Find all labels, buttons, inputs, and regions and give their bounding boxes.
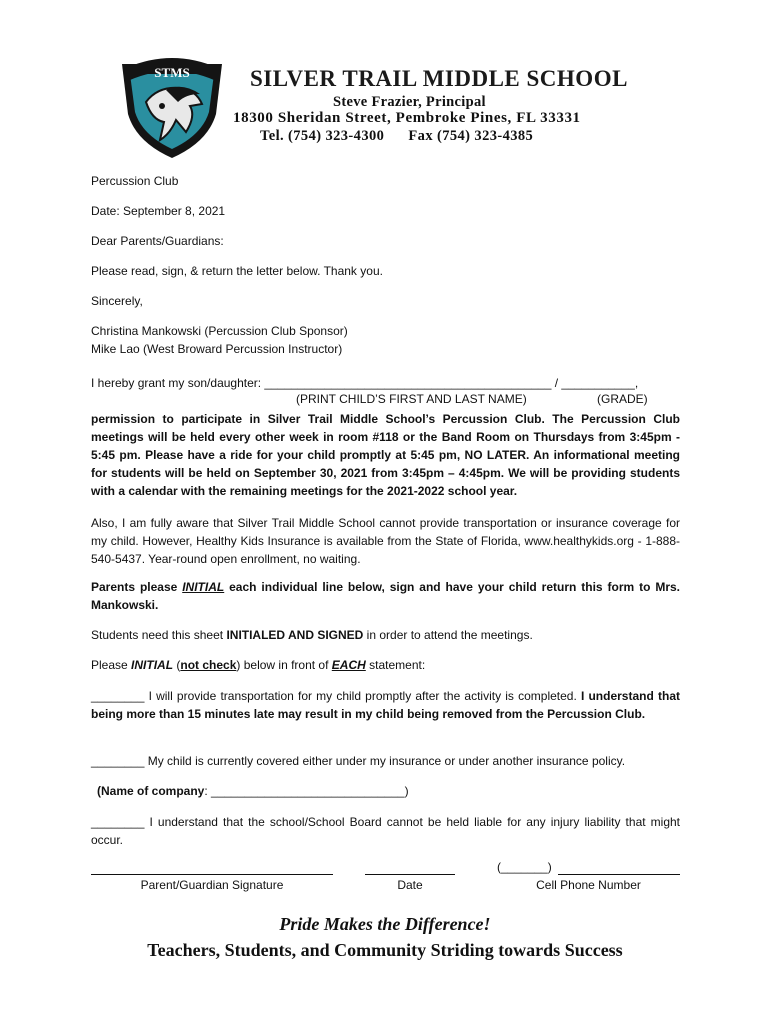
school-name: SILVER TRAIL MIDDLE SCHOOL: [250, 66, 628, 91]
date-caption: Date: [397, 878, 423, 892]
initial-instructions: Parents please INITIAL each individual line below, sign and have your child return this form to Mrs. Mankowski.: [91, 580, 680, 612]
guardian-signature-caption: Parent/Guardian Signature: [140, 878, 284, 892]
request-line: Please read, sign, & return the letter below. Thank you.: [91, 264, 383, 278]
grade-caption: (GRADE): [597, 392, 648, 406]
greeting: Dear Parents/Guardians:: [91, 234, 224, 248]
guardian-signature-line[interactable]: [91, 874, 333, 875]
school-phones: Tel. (754) 323-4300 Fax (754) 323-4385: [260, 128, 534, 144]
sponsor-name: Christina Mankowski (Percussion Club Sponsor): [91, 324, 348, 338]
logo-text: STMS: [154, 65, 190, 80]
child-name-caption: (PRINT CHILD’S FIRST AND LAST NAME): [296, 392, 527, 406]
closing: Sincerely,: [91, 294, 143, 308]
letter-date: Date: September 8, 2021: [91, 204, 226, 218]
phone-area-code[interactable]: (_______): [497, 860, 552, 874]
statement-transportation[interactable]: ________ I will provide transportation for my child promptly after the activity is completed. I understand that being more than 15 minutes late may result in my child being removed from the Percussion Club.: [91, 689, 680, 721]
permission-paragraph: permission to participate in Silver Trail Middle School’s Percussion Club. The Percussion Club meetings will be held every other week in room #118 or the Band Room on Thursdays from 3:45pm - 5:45 pm. Please have a ride for your child promptly at 5:45 pm, NO LATER. An informational meeting for students will be held on September 30, 2021 from 3:45pm – 4:45pm. We will be providing students with a calendar with the remaining meetings for the 2021-2022 school year.: [91, 412, 680, 498]
school-address: 18300 Sheridan Street, Pembroke Pines, FL 33331: [233, 110, 581, 126]
principal-name: Steve Frazier, Principal: [333, 94, 486, 110]
school-slogan: Teachers, Students, and Community Striding towards Success: [147, 940, 623, 960]
phone-caption: Cell Phone Number: [536, 878, 641, 892]
phone-line[interactable]: [558, 874, 680, 875]
insurance-company-field[interactable]: (Name of company: _____________________________): [97, 784, 409, 798]
insurance-note: Also, I am fully aware that Silver Trail Middle School cannot provide transportation or insurance coverage for my child. However, Healthy Kids Insurance is available from the State of Florida, www.healthykids.org - 1-888-540-5437. Year-round open enrollment, no waiting.: [91, 516, 680, 566]
statement-liability[interactable]: ________ I understand that the school/School Board cannot be held liable for any injury liability that might occur.: [91, 815, 680, 847]
statement-insurance[interactable]: ________ My child is currently covered either under my insurance or under another insurance policy.: [91, 754, 626, 768]
club-name: Percussion Club: [91, 174, 179, 188]
school-motto: Pride Makes the Difference!: [279, 914, 491, 934]
grant-line[interactable]: I hereby grant my son/daughter: ___________________________________________ / ___________,: [91, 376, 639, 390]
initial-each-instruction: Please INITIAL (not check) below in front of EACH statement:: [91, 658, 426, 672]
students-instruction: Students need this sheet INITIALED AND SIGNED in order to attend the meetings.: [91, 628, 533, 642]
date-line[interactable]: [365, 874, 455, 875]
instructor-name: Mike Lao (West Broward Percussion Instructor): [91, 342, 343, 356]
school-logo-icon: [116, 50, 228, 162]
